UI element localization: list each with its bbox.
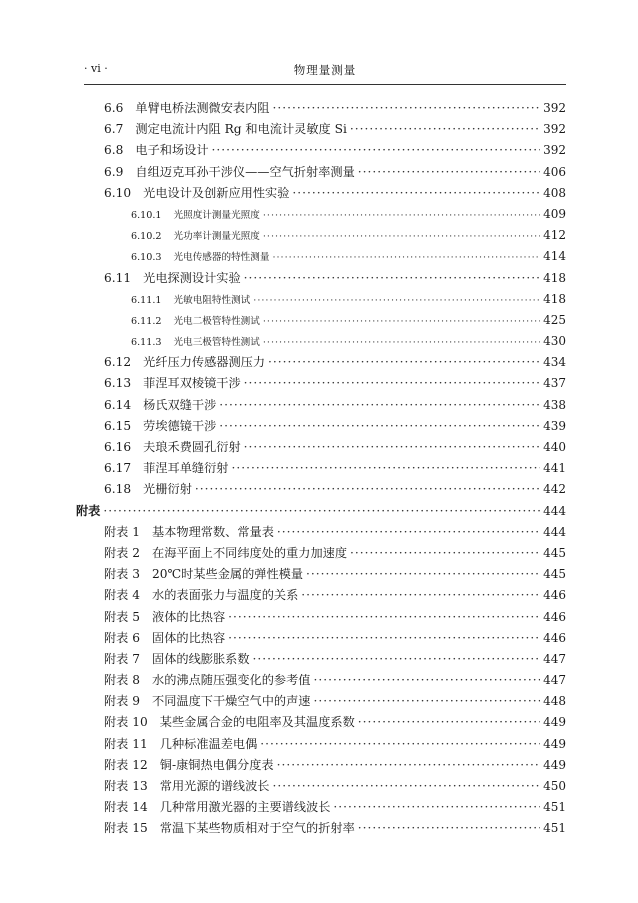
toc-entry-title: 夫琅禾费圆孔衍射 <box>143 440 241 454</box>
toc-entry-title: 几种常用激光器的主要谱线波长 <box>159 800 331 815</box>
toc-entry-title: 光电传感器的特性测量 <box>173 252 270 264</box>
toc-entry-page: 451 <box>543 800 566 815</box>
toc-entry-number: 附表 5 <box>104 609 141 624</box>
toc-entry[interactable] <box>0 670 638 691</box>
toc-entry-title: 水的表面张力与温度的关系 <box>152 588 299 603</box>
toc-entry-page: 430 <box>543 334 566 349</box>
toc-entry-title: 光敏电阻特性测试 <box>173 294 251 306</box>
toc-entry-page: 451 <box>543 821 566 836</box>
toc-entry-page: 414 <box>543 249 566 264</box>
toc-entry-number: 6.8 <box>104 143 124 158</box>
toc-entry-number: 附表 9 <box>104 694 141 709</box>
dot-leader <box>263 205 540 226</box>
toc-entry-number: 附表 7 <box>104 651 141 666</box>
running-header <box>84 62 566 80</box>
toc-entry[interactable] <box>0 98 638 119</box>
toc-entry-page: 412 <box>543 228 566 243</box>
toc-entry-number: 6.10.3 <box>131 252 162 264</box>
dot-leader <box>358 818 540 839</box>
toc-entry-number: 附表 1 <box>104 524 141 539</box>
dot-leader <box>253 649 541 670</box>
toc-entry-number: 6.10.2 <box>131 231 162 243</box>
toc-entry-number: 6.16 <box>104 440 132 454</box>
toc-entry-page: 449 <box>543 715 566 730</box>
dot-leader <box>350 543 540 564</box>
toc-entry-page: 441 <box>543 461 566 476</box>
toc-entry-number: 附表 3 <box>104 567 141 582</box>
toc-entry-title: 某些金属合金的电阻率及其温度系数 <box>159 715 355 730</box>
toc-entry-number: 附表 12 <box>104 757 148 772</box>
toc-entry-number: 6.11 <box>104 270 132 285</box>
dot-leader <box>268 352 540 373</box>
toc-entry-number: 附表 14 <box>104 800 148 815</box>
toc-entry-number: 附表 6 <box>104 630 141 645</box>
toc-entry-title: 菲涅耳双棱镜干涉 <box>143 376 241 391</box>
toc-entry[interactable] <box>0 352 638 373</box>
toc-entry-title: 常用光源的谱线波长 <box>159 779 270 793</box>
dot-leader <box>263 311 540 332</box>
toc-entry[interactable] <box>0 691 638 712</box>
toc-entry-page: 447 <box>543 673 566 688</box>
dot-leader <box>306 564 540 585</box>
toc-entry-number: 6.13 <box>104 376 132 391</box>
toc-entry-page: 449 <box>543 736 566 751</box>
toc-entry-title: 光电探测设计实验 <box>143 270 241 285</box>
dot-leader <box>350 119 540 140</box>
toc-entry[interactable] <box>0 712 638 733</box>
toc-entry-page: 444 <box>543 503 566 518</box>
dot-leader <box>219 395 540 416</box>
dot-leader <box>228 628 540 649</box>
toc-entry-page: 408 <box>543 185 566 200</box>
dot-leader <box>103 501 540 522</box>
dot-leader <box>231 458 540 479</box>
toc-entry-title: 固体的比热容 <box>152 630 226 645</box>
toc-entry-page: 445 <box>543 567 566 582</box>
toc-entry[interactable] <box>0 331 638 352</box>
toc-entry[interactable] <box>0 310 638 331</box>
dot-leader <box>313 691 540 712</box>
toc-entry-number: 附表 15 <box>104 821 148 836</box>
toc-entry[interactable] <box>0 119 638 140</box>
dot-leader <box>358 712 540 733</box>
toc-entry[interactable] <box>0 522 638 543</box>
toc-entry-number: 6.11.3 <box>131 337 162 349</box>
toc-entry-page: 418 <box>543 270 566 285</box>
toc-entry-page: 445 <box>543 545 566 560</box>
toc-entry[interactable] <box>0 607 638 628</box>
toc-entry-title: 菲涅耳单缝衍射 <box>143 461 229 476</box>
toc-entry-number: 6.18 <box>104 482 132 497</box>
toc-entry-title: 20℃时某些金属的弹性模量 <box>152 567 304 582</box>
toc-entry-title: 常温下某些物质相对于空气的折射率 <box>159 821 355 836</box>
toc-entry-page: 450 <box>543 779 566 793</box>
header-book-title: 物理量测量 <box>293 63 357 77</box>
toc-entry[interactable] <box>0 140 638 161</box>
toc-entry-title: 不同温度下干燥空气中的声速 <box>152 694 311 709</box>
toc-entry[interactable] <box>0 776 638 797</box>
toc-entry-title: 铜-康铜热电偶分度表 <box>159 757 274 772</box>
toc-entry-title: 光栅衍射 <box>143 482 192 497</box>
toc-entry-page: 446 <box>543 609 566 624</box>
toc-entry[interactable] <box>0 204 638 225</box>
toc-entry-title: 光照度计测量光照度 <box>173 209 260 221</box>
toc-entry-title: 电子和场设计 <box>135 143 209 158</box>
toc-entry-number: 附表 2 <box>104 545 141 560</box>
toc-entry[interactable] <box>0 225 638 246</box>
toc-entry-number: 6.15 <box>104 418 132 433</box>
header-page-number: · vi · <box>84 62 108 75</box>
toc-entry-number: 6.10.1 <box>131 209 162 221</box>
toc-entry-title: 附表 <box>76 503 101 518</box>
toc-entry-title: 自组迈克耳孙干涉仪——空气折射率测量 <box>135 164 355 179</box>
dot-leader <box>272 776 540 797</box>
toc-entry-page: 392 <box>543 101 566 115</box>
toc-entry-page: 392 <box>543 143 566 158</box>
toc-entry[interactable] <box>0 755 638 776</box>
toc-entry-page: 437 <box>543 376 566 391</box>
toc-entry-title: 光功率计测量光照度 <box>173 231 260 243</box>
dot-leader <box>272 247 540 268</box>
toc-entry-number: 附表 10 <box>104 715 148 730</box>
toc-entry-page: 406 <box>543 164 566 179</box>
toc-entry-page: 409 <box>543 206 566 221</box>
toc-entry-title: 水的沸点随压强变化的参考值 <box>152 673 311 688</box>
toc-entry[interactable] <box>0 501 638 522</box>
toc-entry-page: 446 <box>543 588 566 603</box>
dot-leader <box>253 290 540 311</box>
toc-entry[interactable] <box>0 373 638 394</box>
dot-leader <box>244 373 540 394</box>
toc-entry-page: 392 <box>543 122 566 137</box>
toc-entry-number: 6.11.2 <box>131 315 162 327</box>
toc-entry-title: 劳埃德镜干涉 <box>143 418 217 433</box>
toc-entry[interactable] <box>0 162 638 183</box>
toc-entry-title: 光电二极管特性测试 <box>173 315 260 327</box>
toc-entry[interactable] <box>0 416 638 437</box>
dot-leader <box>228 607 540 628</box>
toc-entry[interactable] <box>0 268 638 289</box>
toc-entry[interactable] <box>0 395 638 416</box>
toc-entry[interactable] <box>0 585 638 606</box>
toc-entry-number: 6.14 <box>104 397 132 412</box>
toc-entry-page: 418 <box>543 291 566 306</box>
toc-entry-number: 附表 4 <box>104 588 141 603</box>
dot-leader <box>260 734 540 755</box>
toc-entry-title: 测定电流计内阻 Rg 和电流计灵敏度 Si <box>135 122 347 137</box>
dot-leader <box>263 226 540 247</box>
toc-entry-page: 434 <box>543 355 566 370</box>
toc-entry-title: 在海平面上不同纬度处的重力加速度 <box>152 545 348 560</box>
toc-entry[interactable] <box>0 818 638 839</box>
toc-entry-page: 447 <box>543 651 566 666</box>
toc-entry-page: 442 <box>543 482 566 497</box>
toc-entry-number: 6.7 <box>104 122 124 137</box>
dot-leader <box>277 522 540 543</box>
toc-entry-number: 附表 13 <box>104 779 148 793</box>
toc-entry[interactable] <box>0 734 638 755</box>
dot-leader <box>292 183 540 204</box>
toc-entry[interactable] <box>0 458 638 479</box>
toc-entry[interactable] <box>0 649 638 670</box>
toc-entry-title: 光电三极管特性测试 <box>173 337 260 349</box>
dot-leader <box>333 797 540 818</box>
toc-entry-number: 附表 8 <box>104 673 141 688</box>
dot-leader <box>219 416 540 437</box>
dot-leader <box>263 332 540 353</box>
dot-leader <box>272 98 540 119</box>
toc-entry-page: 449 <box>543 757 566 772</box>
dot-leader <box>301 585 540 606</box>
toc-entry[interactable] <box>0 564 638 585</box>
dot-leader <box>244 268 540 289</box>
toc-entry[interactable] <box>0 437 638 458</box>
toc-entry-title: 基本物理常数、常量表 <box>152 524 274 539</box>
toc-entry[interactable] <box>0 289 638 310</box>
table-of-contents <box>0 98 638 840</box>
toc-entry-number: 6.17 <box>104 461 132 476</box>
toc-entry-number: 附表 11 <box>104 736 148 751</box>
dot-leader <box>313 670 540 691</box>
toc-entry-number: 6.10 <box>104 185 132 200</box>
toc-entry-page: 446 <box>543 630 566 645</box>
toc-entry-title: 光电设计及创新应用性实验 <box>143 185 290 200</box>
toc-entry-number: 6.9 <box>104 164 124 179</box>
toc-entry-page: 440 <box>543 440 566 454</box>
toc-entry-page: 438 <box>543 397 566 412</box>
toc-entry[interactable] <box>0 479 638 500</box>
toc-entry[interactable] <box>0 246 638 267</box>
toc-entry-title: 光纤压力传感器测压力 <box>143 355 266 370</box>
toc-entry[interactable] <box>0 183 638 204</box>
toc-entry[interactable] <box>0 628 638 649</box>
toc-entry-page: 439 <box>543 418 566 433</box>
toc-entry-page: 444 <box>543 524 566 539</box>
dot-leader <box>212 140 541 161</box>
dot-leader <box>195 479 540 500</box>
dot-leader <box>358 162 540 183</box>
toc-entry-title: 液体的比热容 <box>152 609 226 624</box>
toc-entry-number: 6.6 <box>104 101 124 115</box>
dot-leader <box>244 437 540 458</box>
header-rule <box>84 84 566 85</box>
toc-entry-title: 单臂电桥法测微安表内阻 <box>135 101 270 115</box>
toc-entry-page: 448 <box>543 694 566 709</box>
toc-entry[interactable] <box>0 543 638 564</box>
toc-entry-title: 几种标准温差电偶 <box>159 736 258 751</box>
toc-entry[interactable] <box>0 797 638 818</box>
toc-entry-number: 6.11.1 <box>131 294 162 306</box>
toc-entry-title: 固体的线膨胀系数 <box>152 651 250 666</box>
toc-entry-title: 杨氏双缝干涉 <box>143 397 217 412</box>
dot-leader <box>277 755 541 776</box>
toc-entry-page: 425 <box>543 312 566 327</box>
toc-entry-number: 6.12 <box>104 355 132 370</box>
